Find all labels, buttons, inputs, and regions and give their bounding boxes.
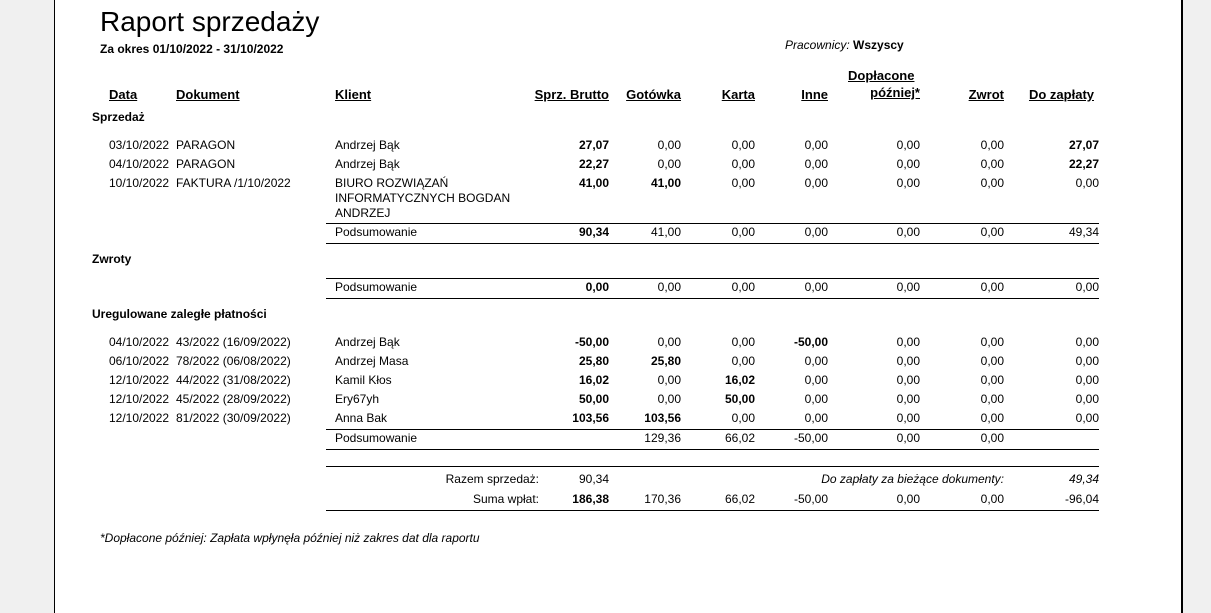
settled-row-card: 0,00 (731, 335, 755, 349)
settled-row-gross: -50,00 (574, 335, 609, 349)
payments-paid-later: 0,00 (896, 492, 920, 506)
settled-row-to-pay: 0,00 (1075, 411, 1099, 425)
settled-row-cash: 0,00 (657, 335, 681, 349)
workers-label: Pracownicy: (785, 38, 850, 52)
row-client: Andrzej Bąk (335, 335, 400, 349)
row-document: 44/2022 (31/08/2022) (176, 373, 291, 387)
settled-summary-card: 66,02 (724, 431, 755, 445)
settled-row-refund: 0,00 (980, 411, 1004, 425)
col-document: Dokument (176, 87, 240, 102)
sales-summary-top-rule (326, 223, 1099, 224)
sales-row-refund: 0,00 (980, 138, 1004, 152)
row-date: 12/10/2022 (109, 392, 170, 406)
row-date: 03/10/2022 (109, 138, 170, 152)
row-document: 78/2022 (06/08/2022) (176, 354, 291, 368)
row-client: Kamil Kłos (335, 373, 392, 387)
settled-row-to-pay: 0,00 (1075, 335, 1099, 349)
col-refund: Zwrot (968, 87, 1004, 102)
row-client: ANDRZEJ (335, 206, 391, 220)
settled-row-card: 16,02 (724, 373, 755, 387)
sales-summary-refund: 0,00 (980, 225, 1004, 239)
row-date: 12/10/2022 (109, 411, 170, 425)
sales-summary-to-pay: 49,34 (1068, 225, 1099, 239)
settled-summary-cash: 129,36 (644, 431, 681, 445)
due-label: Do zapłaty za bieżące dokumenty: (821, 472, 1004, 486)
report-title: Raport sprzedaży (100, 6, 320, 37)
settled-row-card: 0,00 (731, 411, 755, 425)
row-date: 04/10/2022 (109, 157, 170, 171)
payments-label: Suma wpłat: (472, 492, 539, 506)
sales-row-card: 0,00 (731, 176, 755, 190)
payments-cash: 170,36 (644, 492, 681, 506)
sales-row-gross: 41,00 (578, 176, 609, 190)
settled-row-other: -50,00 (793, 335, 828, 349)
returns-summary-to-pay: 0,00 (1075, 280, 1099, 294)
row-client: BIURO ROZWIĄZAŃ (335, 176, 449, 190)
col-card: Karta (721, 87, 755, 102)
col-cash: Gotówka (626, 87, 681, 102)
workers-value: Wszyscy (853, 38, 904, 52)
row-date: 12/10/2022 (109, 373, 170, 387)
settled-summary-bottom-rule (326, 449, 1099, 450)
returns-summary-other: 0,00 (804, 280, 828, 294)
payments-gross: 186,38 (572, 492, 609, 506)
settled-summary-label: Podsumowanie (335, 431, 418, 445)
row-document: 43/2022 (16/09/2022) (176, 335, 291, 349)
sales-row-paid-later: 0,00 (896, 157, 920, 171)
settled-row-to-pay: 0,00 (1075, 354, 1099, 368)
sales-row-to-pay: 27,07 (1068, 138, 1099, 152)
settled-row-to-pay: 0,00 (1075, 392, 1099, 406)
row-client: Andrzej Masa (335, 354, 409, 368)
settled-row-refund: 0,00 (980, 335, 1004, 349)
total-sales-value: 90,34 (578, 472, 609, 486)
col-paid-later-line1: Dopłacone (848, 68, 915, 83)
sales-row-card: 0,00 (731, 138, 755, 152)
sales-row-cash: 0,00 (657, 157, 681, 171)
row-document: PARAGON (176, 138, 236, 152)
settled-row-other: 0,00 (804, 373, 828, 387)
returns-summary-label: Podsumowanie (335, 280, 418, 294)
returns-summary-top-rule (326, 278, 1099, 279)
settled-row-to-pay: 0,00 (1075, 373, 1099, 387)
settled-summary-top-rule (326, 429, 1099, 430)
totals-bottom-rule (326, 510, 1099, 511)
sales-row-other: 0,00 (804, 138, 828, 152)
sales-row-paid-later: 0,00 (896, 138, 920, 152)
sales-row-other: 0,00 (804, 176, 828, 190)
settled-row-cash: 0,00 (657, 373, 681, 387)
row-client: Andrzej Bąk (335, 138, 400, 152)
returns-summary-refund: 0,00 (980, 280, 1004, 294)
sales-row-refund: 0,00 (980, 157, 1004, 171)
settled-row-card: 50,00 (724, 392, 755, 406)
sales-summary-paid-later: 0,00 (896, 225, 920, 239)
sales-row-refund: 0,00 (980, 176, 1004, 190)
settled-row-refund: 0,00 (980, 373, 1004, 387)
sales-summary-label: Podsumowanie (335, 225, 418, 239)
settled-row-cash: 25,80 (650, 354, 681, 368)
row-document: 81/2022 (30/09/2022) (176, 411, 291, 425)
sales-row-card: 0,00 (731, 157, 755, 171)
sales-summary-cash: 41,00 (650, 225, 681, 239)
settled-row-paid-later: 0,00 (896, 354, 920, 368)
due-value: 49,34 (1068, 472, 1099, 486)
row-date: 10/10/2022 (109, 176, 170, 190)
sales-row-to-pay: 0,00 (1075, 176, 1099, 190)
row-document: 45/2022 (28/09/2022) (176, 392, 291, 406)
settled-row-paid-later: 0,00 (896, 373, 920, 387)
col-paid-later-line2: później* (870, 85, 920, 100)
settled-row-refund: 0,00 (980, 392, 1004, 406)
settled-summary-refund: 0,00 (980, 431, 1004, 445)
settled-row-paid-later: 0,00 (896, 411, 920, 425)
col-to-pay: Do zapłaty (1028, 87, 1094, 102)
settled-row-other: 0,00 (804, 354, 828, 368)
section-returns-title: Zwroty (92, 252, 132, 266)
row-date: 06/10/2022 (109, 354, 170, 368)
settled-row-cash: 103,56 (644, 411, 681, 425)
sales-row-to-pay: 22,27 (1068, 157, 1099, 171)
settled-row-paid-later: 0,00 (896, 335, 920, 349)
settled-row-gross: 25,80 (578, 354, 609, 368)
sales-row-cash: 0,00 (657, 138, 681, 152)
window-background (1183, 0, 1211, 613)
settled-summary-other: -50,00 (793, 431, 828, 445)
settled-summary-paid-later: 0,00 (896, 431, 920, 445)
row-document: FAKTURA /1/10/2022 (176, 176, 291, 190)
returns-summary-cash: 0,00 (657, 280, 681, 294)
sales-row-gross: 27,07 (578, 138, 609, 152)
payments-to-pay: -96,04 (1064, 492, 1099, 506)
settled-row-refund: 0,00 (980, 354, 1004, 368)
settled-row-other: 0,00 (804, 411, 828, 425)
settled-row-cash: 0,00 (657, 392, 681, 406)
sales-summary-gross: 90,34 (578, 225, 609, 239)
payments-card: 66,02 (724, 492, 755, 506)
row-client: Andrzej Bąk (335, 157, 400, 171)
totals-top-rule (326, 466, 1099, 467)
settled-row-paid-later: 0,00 (896, 392, 920, 406)
footnote: *Dopłacone później: Zapłata wpłynęła później niż zakres dat dla raportu (100, 531, 480, 545)
row-client: Anna Bak (335, 411, 388, 425)
col-gross: Sprz. Brutto (534, 87, 609, 102)
col-date: Data (109, 87, 138, 102)
total-sales-label: Razem sprzedaż: (445, 472, 539, 486)
row-document: PARAGON (176, 157, 236, 171)
sales-row-gross: 22,27 (578, 157, 609, 171)
row-client: Ery67yh (335, 392, 380, 406)
settled-row-gross: 103,56 (572, 411, 609, 425)
returns-summary-paid-later: 0,00 (896, 280, 920, 294)
payments-refund: 0,00 (980, 492, 1004, 506)
sales-summary-bottom-rule (326, 243, 1099, 244)
col-other: Inne (801, 87, 828, 102)
settled-row-gross: 16,02 (578, 373, 609, 387)
workers-filter (785, 38, 904, 52)
payments-other: -50,00 (793, 492, 828, 506)
sales-row-cash: 41,00 (650, 176, 681, 190)
sales-row-paid-later: 0,00 (896, 176, 920, 190)
returns-summary-card: 0,00 (731, 280, 755, 294)
sales-summary-card: 0,00 (731, 225, 755, 239)
sales-summary-other: 0,00 (804, 225, 828, 239)
section-settled-title: Uregulowane zaległe płatności (92, 307, 267, 321)
returns-summary-gross: 0,00 (585, 280, 609, 294)
col-client: Klient (335, 87, 372, 102)
row-client: INFORMATYCZNYCH BOGDAN (335, 191, 511, 205)
settled-row-card: 0,00 (731, 354, 755, 368)
section-sales-title: Sprzedaż (92, 110, 145, 124)
settled-row-gross: 50,00 (578, 392, 609, 406)
report-period: Za okres 01/10/2022 - 31/10/2022 (100, 42, 284, 56)
returns-summary-bottom-rule (326, 298, 1099, 299)
sales-row-other: 0,00 (804, 157, 828, 171)
row-date: 04/10/2022 (109, 335, 170, 349)
settled-row-other: 0,00 (804, 392, 828, 406)
